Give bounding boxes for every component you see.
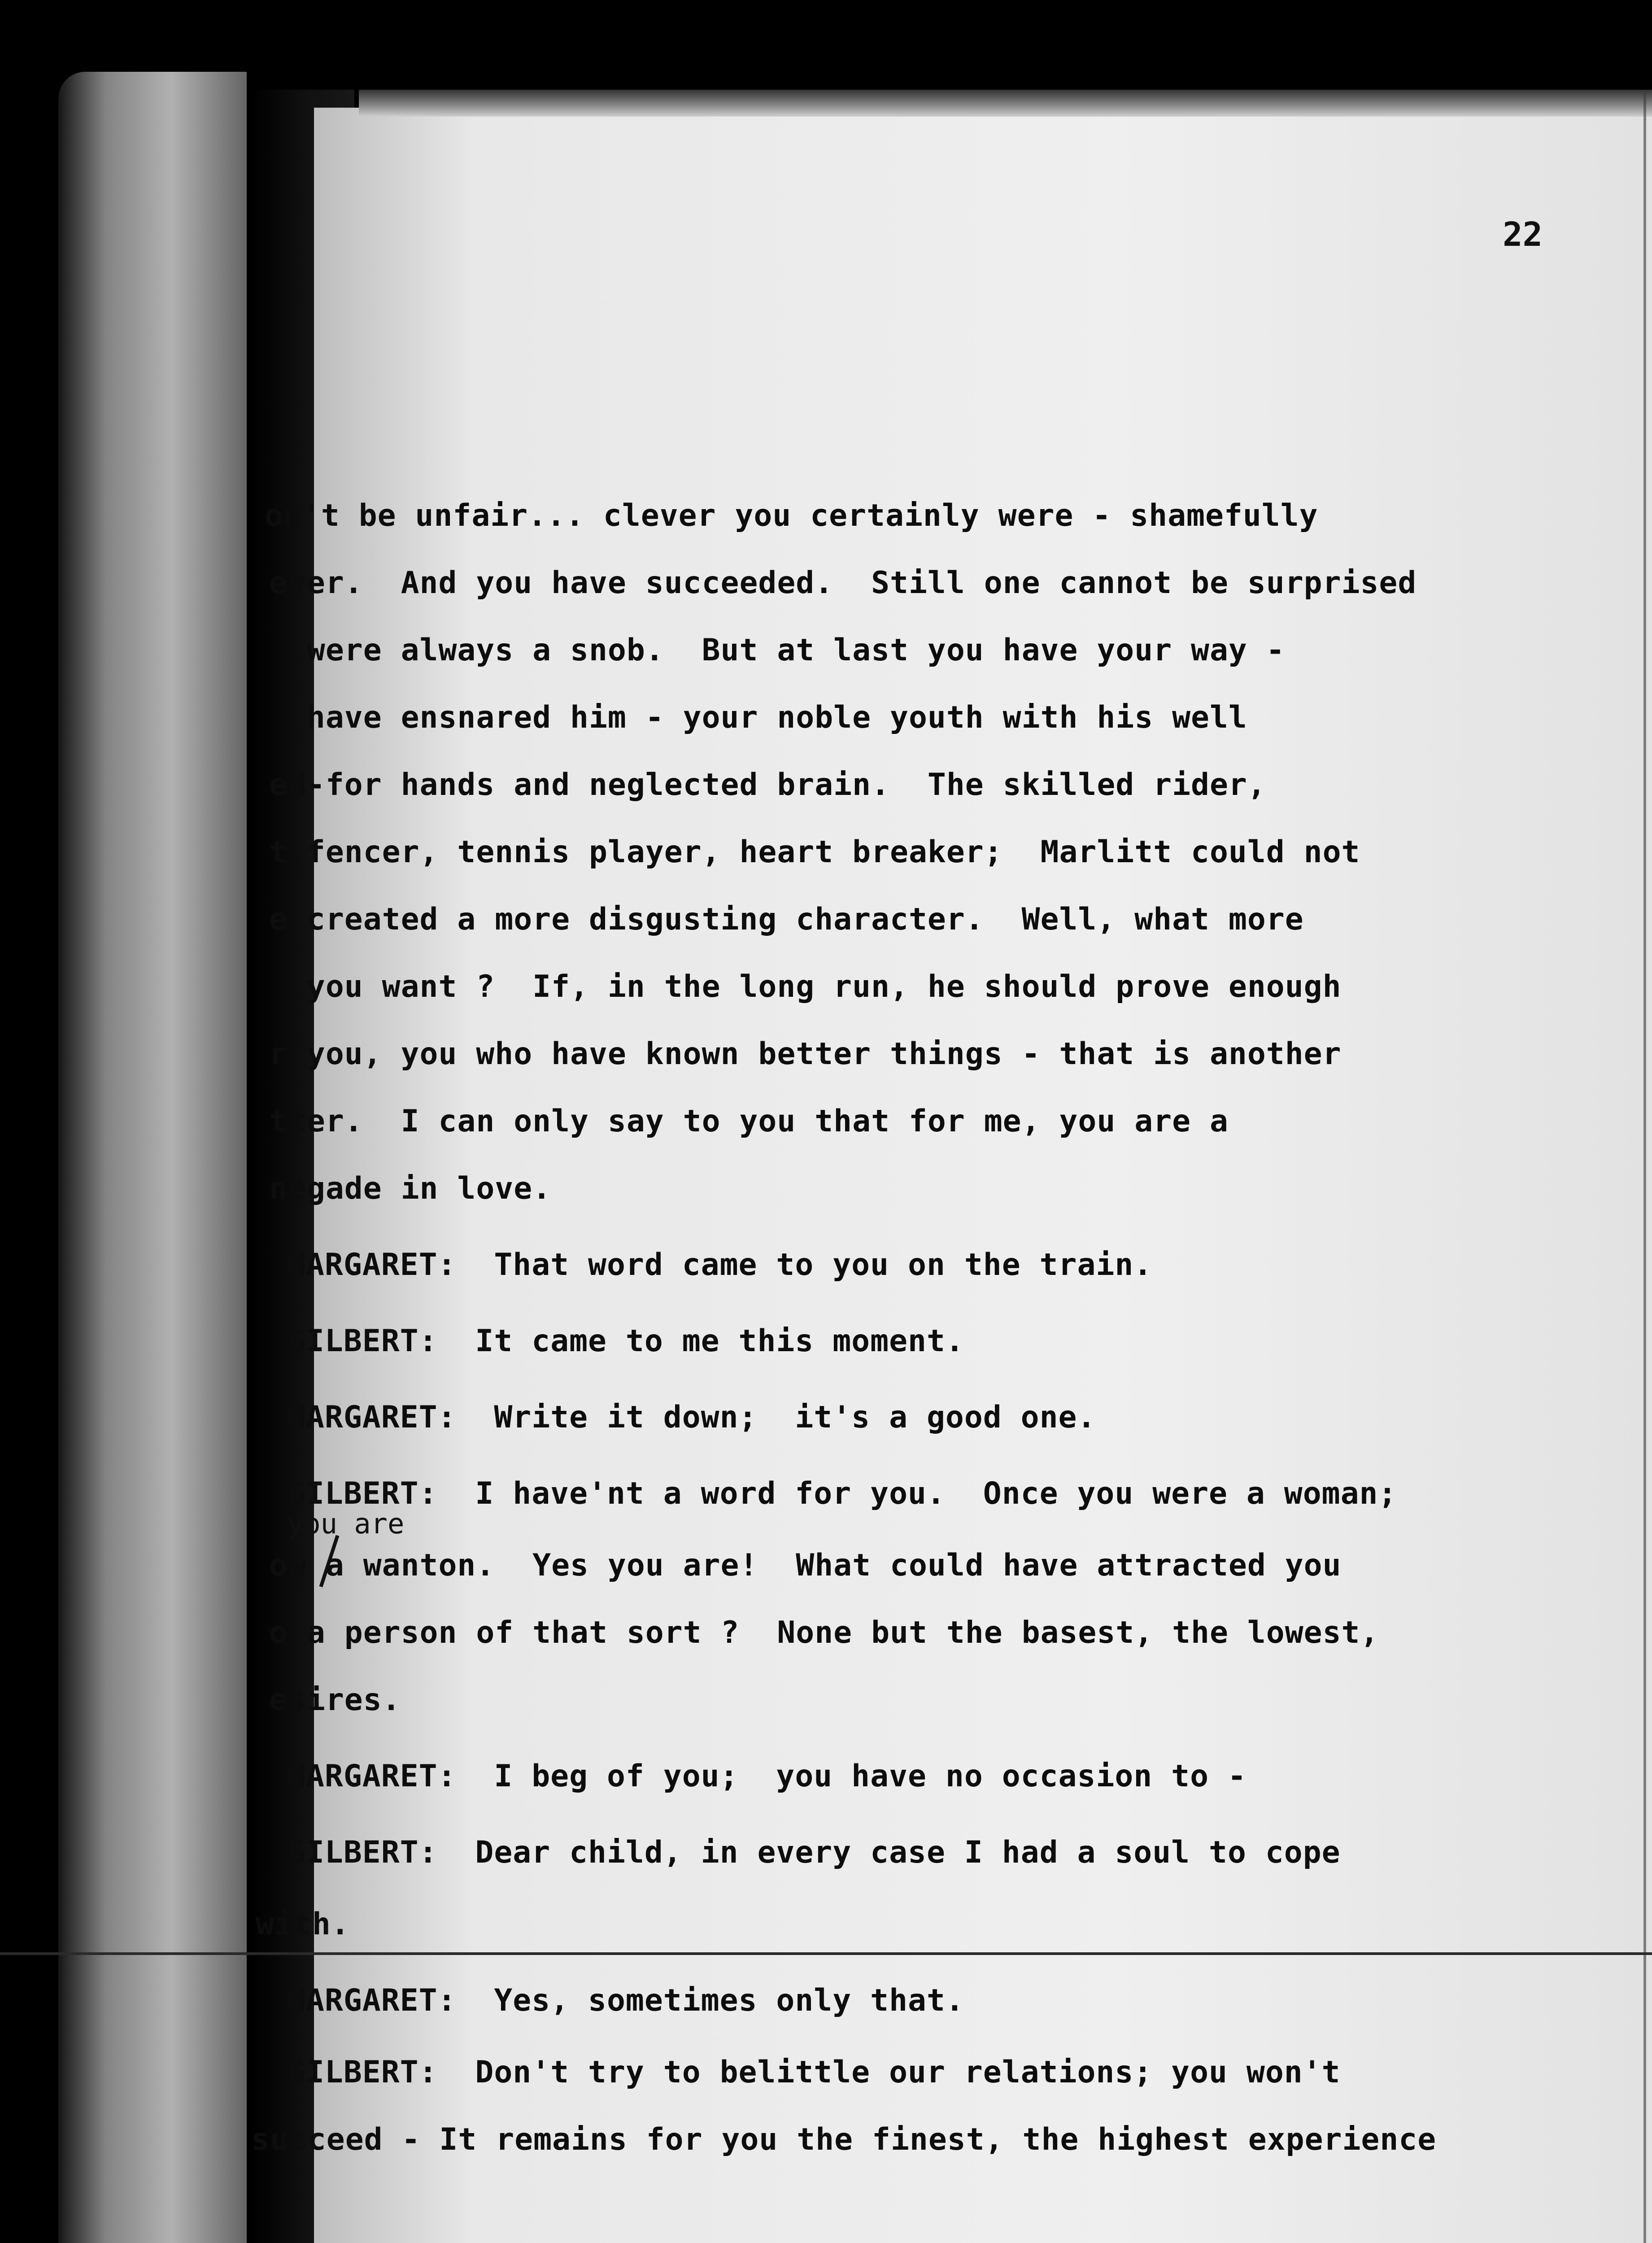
text-line: r you, you who have known better things - that is another: [269, 1036, 1342, 1072]
horizontal-rule: [0, 1952, 1652, 1955]
text-line: have ensnared him - your noble youth with his well: [269, 700, 1247, 735]
text-line: t,fencer, tennis player, heart breaker; Marlitt could not: [269, 834, 1360, 870]
dialogue-line: GILBERT: It came to me this moment.: [287, 1323, 964, 1359]
text-line: o a person of that sort ? None but the basest, the lowest,: [269, 1615, 1379, 1650]
previous-page-edge: [58, 72, 247, 2243]
dialogue-line: MARGARET: Write it down; it's a good one.: [287, 1400, 1096, 1435]
dialogue-line: MARGARET: Yes, sometimes only that.: [287, 1983, 964, 2018]
text-line: e created a more disgusting character. Well, what more: [269, 902, 1304, 937]
text-line: ever. And you have succeeded. Still one cannot be surprised: [269, 565, 1417, 601]
dialogue-line: MARGARET: I beg of you; you have no occasion to -: [287, 1759, 1247, 1794]
text-line: ow a wanton. Yes you are! What could have attracted you: [269, 1548, 1342, 1583]
text-line: with.: [256, 1907, 350, 1942]
page-top-fold: [359, 90, 1652, 117]
text-line: esires.: [269, 1682, 401, 1718]
right-edge-line: [1643, 90, 1646, 2243]
text-line: ed-for hands and neglected brain. The skilled rider,: [269, 767, 1266, 803]
text-line: tter. I can only say to you that for me, you are a: [269, 1104, 1229, 1139]
text-line: were always a snob. But at last you have your way -: [269, 633, 1285, 668]
text-line: you want ? If, in the long run, he should prove enough: [269, 969, 1342, 1004]
dialogue-line: GILBERT: I have'nt a word for you. Once you were a woman;: [287, 1476, 1397, 1511]
dialogue-line: GILBERT: Dear child, in every case I had a soul to cope: [287, 1835, 1341, 1870]
text-line: succeed - It remains for you the finest, the highest experience: [251, 2122, 1437, 2157]
text-line: negade in love.: [269, 1171, 552, 1206]
text-line: on't be unfair... clever you certainly were - shamefully: [265, 498, 1318, 533]
dialogue-line: GILBERT: Don't try to belittle our relations; you won't: [287, 2055, 1341, 2090]
dialogue-line: MARGARET: That word came to you on the train.: [287, 1247, 1153, 1283]
handwritten-insertion: you are: [287, 1507, 405, 1540]
page-number: 22: [1503, 215, 1543, 254]
